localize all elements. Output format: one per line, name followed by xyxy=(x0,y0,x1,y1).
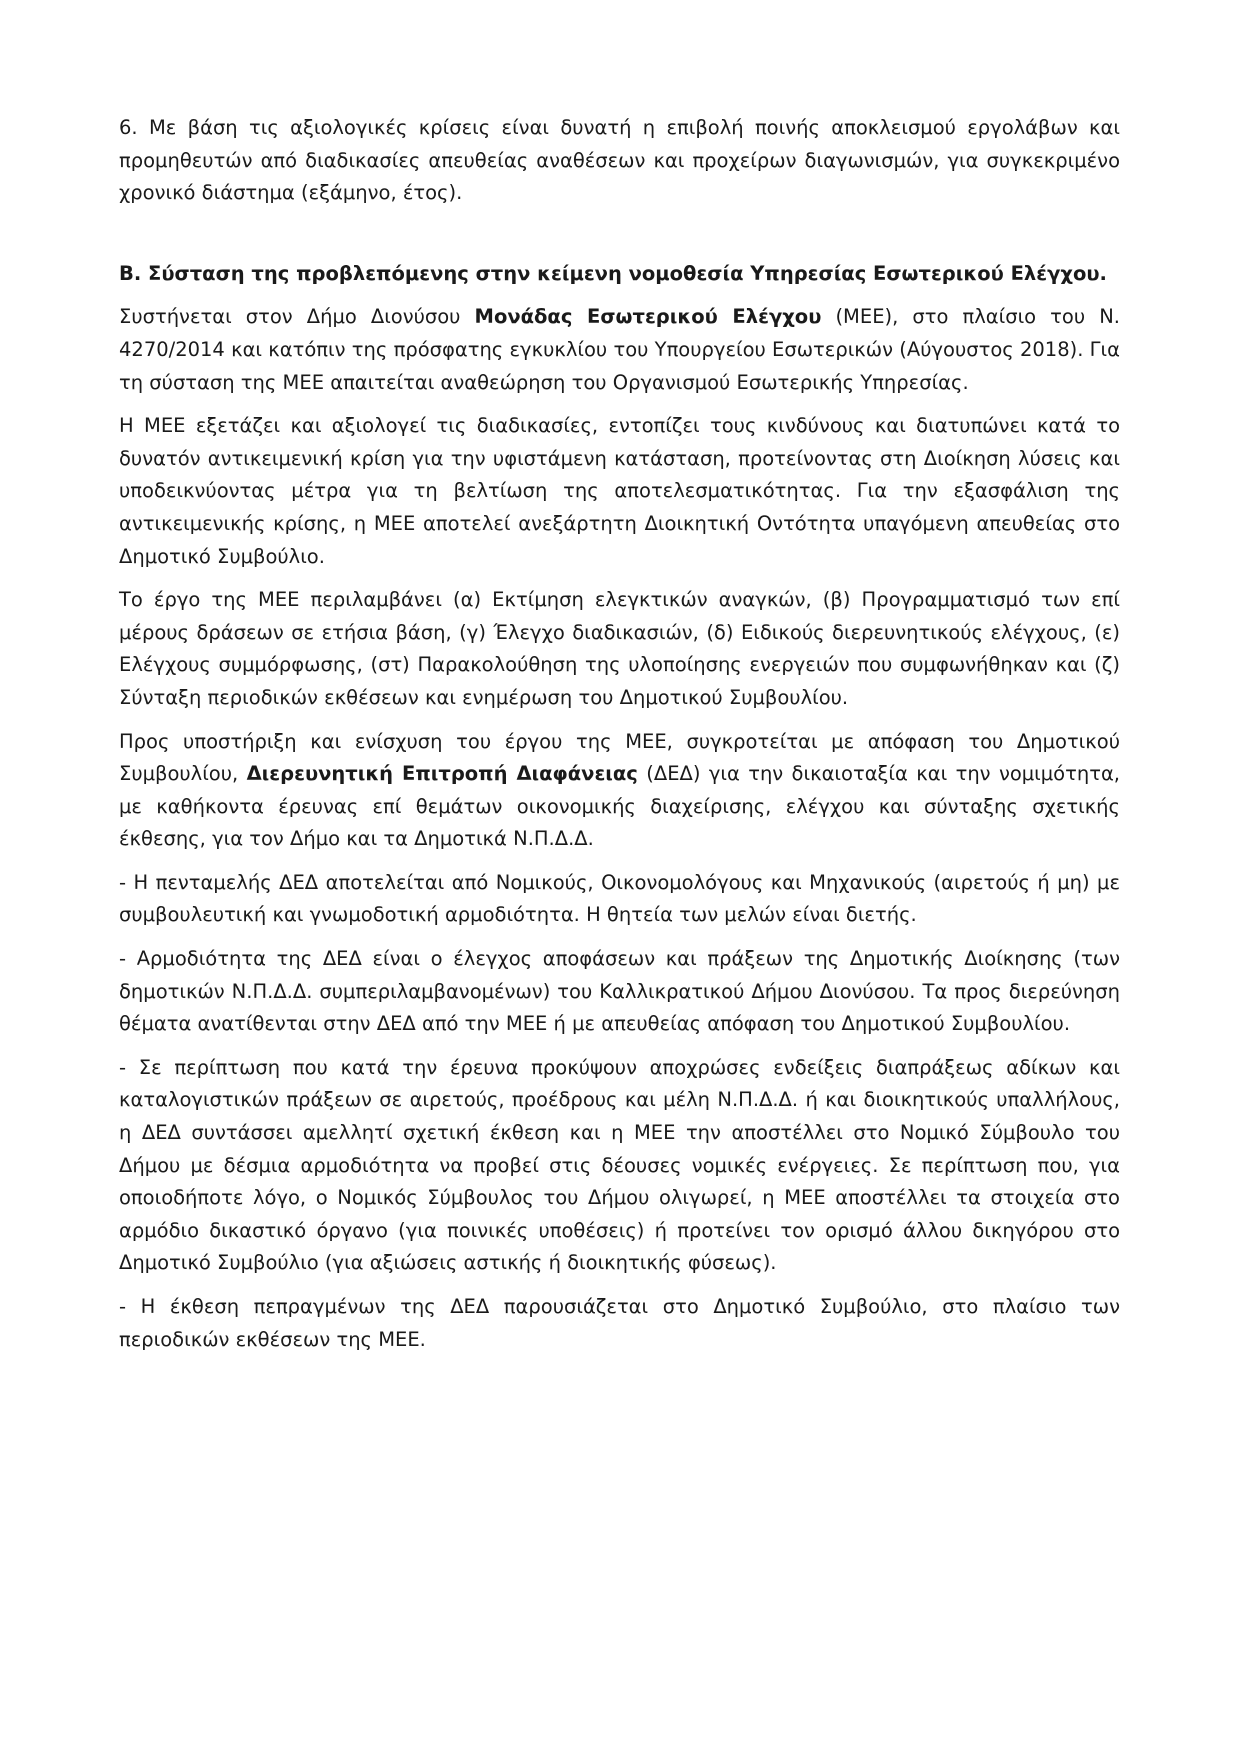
paragraph-mee-establishment xyxy=(119,301,1120,399)
paragraph-mee-tasks: Το έργο της ΜΕΕ περιλαμβάνει (α) Εκτίμηση ελεγκτικών αναγκών, (β) Προγραμματισμό των επί μέρους δράσεων σε ετήσια βάση, (γ) Έλεγχο διαδικασιών, (δ) Ειδικούς διερευνητικούς ελέγχους, (ε) Ελέγχους συμμόρφωσης, (στ) Παρακολούθηση της υλοποίησης ενεργειών που συμφωνήθηκαν και (ζ) Σύνταξη περιοδικών εκθέσεων και ενημέρωση του Δημοτικού Συμβουλίου. xyxy=(119,588,1120,709)
bold-term-ded: Διερευνητική Επιτροπή Διαφάνειας xyxy=(246,762,638,786)
paragraph-ded-report: - Η έκθεση πεπραγμένων της ΔΕΔ παρουσιάζεται στο Δημοτικό Συμβούλιο, στο πλαίσιο των περιοδικών εκθέσεων της ΜΕΕ. xyxy=(119,1295,1120,1351)
paragraph-mee-role: Η ΜΕΕ εξετάζει και αξιολογεί τις διαδικασίες, εντοπίζει τους κινδύνους και διατυπώνει κατά το δυνατόν αντικειμενική κρίση για την υφιστάμενη κατάσταση, προτείνοντας στη Διοίκηση λύσεις και υποδεικνύοντας μέτρα για τη βελτίωση της αποτελεσματικότητας. Για την εξασφάλιση της αντικειμενικής κρίσης, η ΜΕΕ αποτελεί ανεξάρτητη Διοικητική Οντότητα υπαγόμενη απευθείας στο Δημοτικό Συμβούλιο. xyxy=(119,414,1120,568)
document-body xyxy=(119,112,1120,1356)
paragraph-ded-competence: - Αρμοδιότητα της ΔΕΔ είναι ο έλεγχος αποφάσεων και πράξεων της Δημοτικής Διοίκησης (των δημοτικών Ν.Π.Δ.Δ. συμπεριλαμβανομένων) του Καλλικρατικού Δήμου Διονύσου. Τα προς διερεύνηση θέματα ανατίθενται στην ΔΕΔ από την ΜΕΕ ή με απευθείας απόφαση του Δημοτικού Συμβουλίου. xyxy=(119,947,1120,1036)
bold-term-mee: Μονάδας Εσωτερικού Ελέγχου xyxy=(474,305,822,329)
paragraph-text: Συστήνεται στον Δήμο Διονύσου xyxy=(119,305,475,329)
section-b-heading: Β. Σύσταση της προβλεπόμενης στην κείμενη νομοθεσία Υπηρεσίας Εσωτερικού Ελέγχου. xyxy=(119,261,1107,285)
paragraph-ded-establishment xyxy=(119,726,1120,856)
paragraph-text: (ΔΕΔ) για την δικαιοταξία και την νομιμότητα, με καθήκοντα έρευνας επί θεμάτων οικονομικής διαχείρισης, ελέγχου και σύνταξης σχετικής έκθεσης, για τον Δήμο και τα Δημοτικά Ν.Π.Δ.Δ. xyxy=(119,762,1120,851)
paragraph-text: Προς υποστήριξη και ενίσχυση του έργου της ΜΕΕ, συγκροτείται με απόφαση του Δημοτικού Συμβουλίου, xyxy=(119,729,1120,786)
paragraph-item-6: 6. Με βάση τις αξιολογικές κρίσεις είναι δυνατή η επιβολή ποινής αποκλεισμού εργολάβων και προμηθευτών από διαδικασίες απευθείας αναθέσεων και προχείρων διαγωνισμών, για συγκεκριμένο χρονικό διάστημα (εξάμηνο, έτος). xyxy=(119,116,1120,205)
paragraph-ded-composition: - Η πενταμελής ΔΕΔ αποτελείται από Νομικούς, Οικονομολόγους και Μηχανικούς (αιρετούς ή μη) με συμβουλευτική και γνωμοδοτική αρμοδιότητα. Η θητεία των μελών είναι διετής. xyxy=(119,870,1120,927)
paragraph-ded-procedure: - Σε περίπτωση που κατά την έρευνα προκύψουν αποχρώσες ενδείξεις διαπράξεως αδίκων και καταλογιστικών πράξεων σε αιρετούς, προέδρους και μέλη Ν.Π.Δ.Δ. ή και διοικητικούς υπαλλήλους, η ΔΕΔ συντάσσει αμελλητί σχετική έκθεση και η ΜΕΕ την αποστέλλει στο Νομικό Σύμβουλο του Δήμου με δέσμια αρμοδιότητα να προβεί στις δέουσες νομικές ενέργειες. Σε περίπτωση που, για οποιοδήποτε λόγο, ο Νομικός Σύμβουλος του Δήμου ολιγωρεί, η ΜΕΕ αποστέλλει τα στοιχεία στο αρμόδιο δικαστικό όργανο (για ποινικές υποθέσεις) ή προτείνει τον ορισμό άλλου δικηγόρου στο Δημοτικό Συμβούλιο (για αξιώσεις αστικής ή διοικητικής φύσεως). xyxy=(119,1055,1120,1275)
paragraph-text: (ΜΕΕ), στο πλαίσιο του Ν. 4270/2014 και κατόπιν της πρόσφατης εγκυκλίου του Υπουργείου Εσωτερικών (Αύγουστος 2018). Για τη σύσταση της ΜΕΕ απαιτείται αναθεώρηση του Οργανισμού Εσωτερικής Υπηρεσίας. xyxy=(119,305,1120,394)
